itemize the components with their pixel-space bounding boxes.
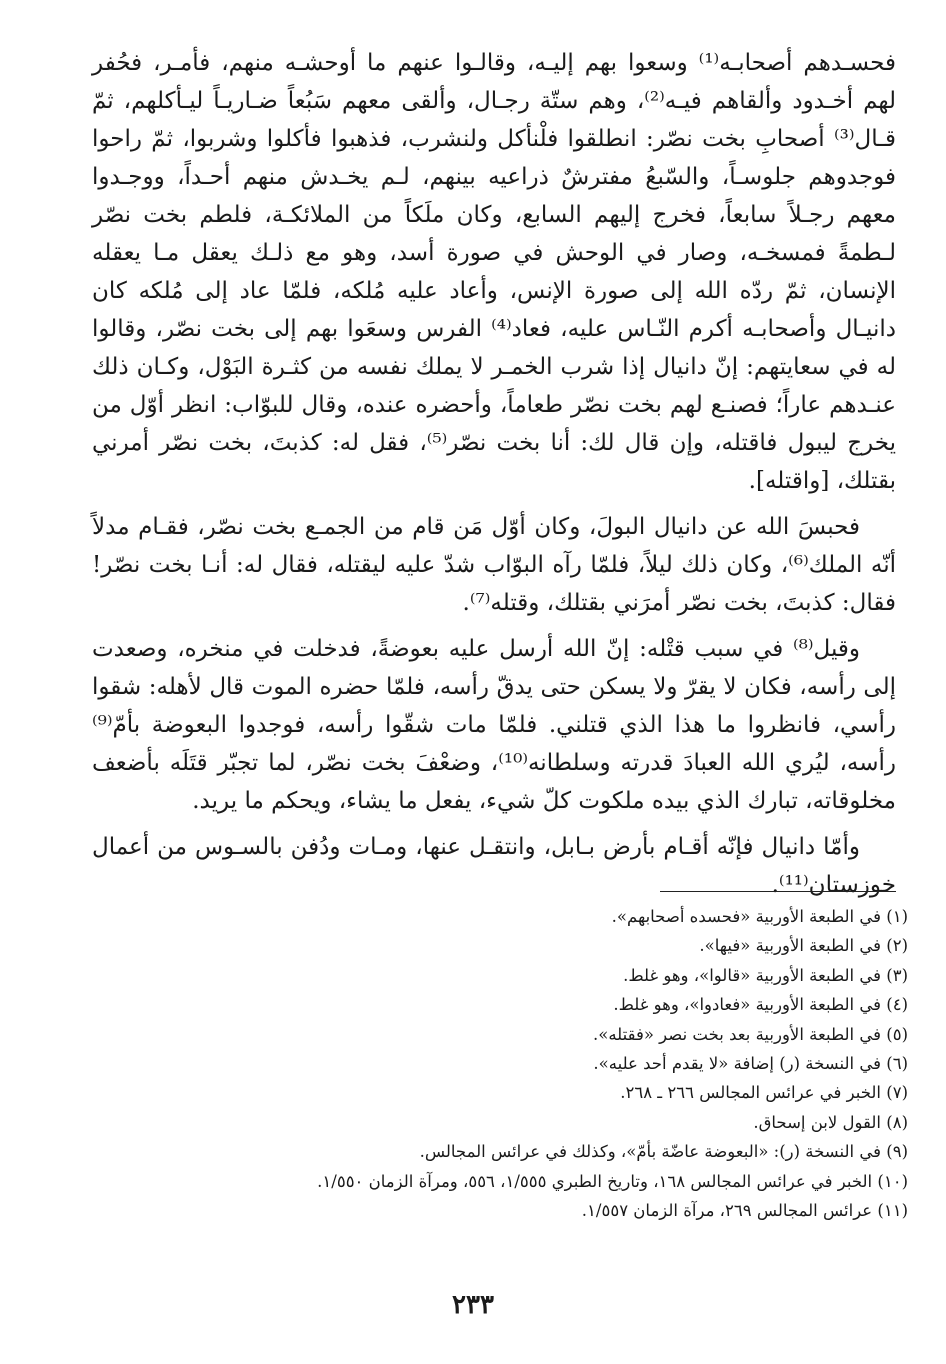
page-number: ٢٣٣ (452, 1290, 494, 1320)
footnote-9: (٩) في النسخة (ر): «البعوضة عاضّة بأمّ»، وكذلك في عرائس المجالس. (419, 1142, 908, 1162)
paragraph-3: وقيل⁽⁸⁾ في سبب قتْله: إنّ الله أرسل عليه بعوضةً، فدخلت في منخره، وصعدت إلى رأسه، فكان لا يقرّ ولا يسكن حتى يدقّ رأسه، فلمّا حضره الموت قال لأهله: شقوا رأسي، فانظروا ما هذا الذي قتلني. فلمّا مات شقّوا رأسه، فوجدوا البعوضة بأمّ⁽⁹⁾ رأسه، ليُري الله العبادَ قدرته وسلطانه⁽¹⁰⁾، وضعْفَ بخت نصّر، لما تجبّر قتَلَه بأضعف مخلوقاته، تبارك الذي بيده ملكوت كلّ شيء، يفعل ما يشاء، ويحكم ما يريد. (92, 636, 896, 814)
paragraph-1: فحسـدهم أصحابـه⁽¹⁾ وسعوا بهم إليـه، وقالـوا عنهم ما أوحشـه منهم، فأمـر، فحُفر لهم أخـدود وألقاهم فيـه⁽²⁾، وهم ستّة رجـال، وألقى معهم سَبُعاً ضـاريـاً ليـأكلهم، ثمّ قـال⁽³⁾ أصحابِ بخت نصّر: انطلقوا فلْنأكل ولنشرب، فذهبوا فأكلوا وشربوا، ثمّ راحوا فوجدوهم جلوسـاً، والسّبعُ مفترشٌ ذراعيه بينهم، لـم يخـدش منهم أحـداً، ووجـدوا معهم رجـلاً سابعاً، فخرج إليهم السابع، وكان ملَكاً من الملائكـة، فلطم بخت نصّر لـطمةً فمسخـه، وصار في الوحش في صورة أسد، وهو مع ذلـك يعقل مـا يعقله الإنسان، ثمّ ردّه الله إلى صورة الإنس، وأعاد عليه مُلكه، فلمّا عاد إلى مُلكه كان دانيـال وأصحابـه أكرم النّـاس عليه، فعاد⁽⁴⁾ الفرس وسعَوا بهم إلى بخت نصّر، وقالوا له في سعايتهم: إنّ دانيال إذا شرب الخمـر لا يملك نفسه من كثـرة البَوْل، وكـان ذلك عنـدهم عاراً؛ فصنـع لهم بخت نصّر طعاماً، وأحضره عنده، وقال للبوّاب: انظر أوّل من يخرج ليبول فاقتله، وإن قال لك: أنا بخت نصّر⁽⁵⁾، فقل له: كذبتَ، بخت نصّر أمرني بقتلك، [واقتله]. (92, 50, 897, 494)
footnote-10: (١٠) الخبر في عرائس المجالس ١٦٨، وتاريخ الطبري ١/٥٥٥، ٥٥٦، ومرآة الزمان ١/٥٥٠. (317, 1171, 908, 1191)
paragraph-2: فحبسَ الله عن دانيال البولَ، وكان أوّل مَن قام من الجمـع بخت نصّر، فقـام مدلاً أنّه الملك⁽⁶⁾، وكان ذلك ليلاً، فلمّا رآه البوّاب شدّ عليه ليقتله، فقال له: أنـا بخت نصّر! فقال: كذبتَ، بخت نصّر أمرَني بقتلك، وقتله⁽⁷⁾. (92, 514, 896, 616)
footnote-2: (٢) في الطبعة الأوربية «فيها». (699, 936, 908, 956)
footnote-separator (660, 891, 896, 892)
footnote-4: (٤) في الطبعة الأوربية «فعادوا»، وهو غلط. (613, 995, 908, 1015)
footnote-1: (١) في الطبعة الأوربية «فحسده أصحابهم». (611, 907, 908, 926)
footnotes-list (92, 902, 908, 1225)
footnote-6: (٦) في النسخة (ر) إضافة «لا يقدم أحد عليه». (593, 1054, 908, 1074)
footnote-3: (٣) في الطبعة الأوربية «قالوا»، وهو غلط. (623, 965, 908, 985)
footnote-7: (٧) الخبر في عرائس المجالس ٢٦٦ ـ ٢٦٨. (620, 1083, 908, 1103)
paragraph-4: وأمّا دانيال فإنّه أقـام بأرض بـابل، وانتقـل عنها، ومـات ودُفن بالسـوس من أعمال خوزستان⁽¹¹⁾. (92, 834, 896, 898)
footnote-5: (٥) في الطبعة الأوربية بعد بخت نصر «فقتله». (592, 1024, 908, 1044)
footnote-11: (١١) عرائس المجالس ٢٦٩، مرآة الزمان ١/٥٥٧. (581, 1201, 908, 1221)
footnote-8: (٨) القول لابن إسحاق. (753, 1112, 908, 1132)
main-text (92, 44, 896, 904)
